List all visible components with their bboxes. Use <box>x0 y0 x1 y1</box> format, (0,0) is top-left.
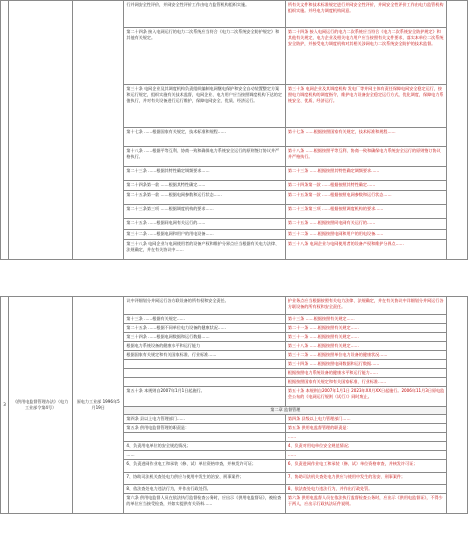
revised-text-cell: 第五条 供用电监督管理的职责是： <box>285 424 446 433</box>
original-text-cell: 第二十五条第一款 ……根据电网参数和运行状态…… <box>124 191 285 205</box>
regulation-name-cell <box>9 1 73 260</box>
top-comparison-table <box>0 0 468 260</box>
original-text-cell: 第二十三条第三项 ……根据调度机构的要求…… <box>124 205 285 219</box>
original-text-cell: 第二十四条第一款 ……根据其特性确定…… <box>124 181 285 191</box>
revised-text-cell: 4、负责对用电单位安全规范情况； <box>285 442 446 451</box>
bottom-comparison-table <box>0 296 468 514</box>
revised-text-cell: 第二十四条第一款 ……根据按照其特性确定…… <box>285 181 446 191</box>
revised-text-cell: 第三十条 电网企业及其调度机构 发电厂等并网主体有责任保障电网安全稳定运行，按照电力调度机构的调度指令，维护电力设备安全稳定运行方式，优化调度，保障电力系统安全、优质、经济运行。 <box>285 85 446 128</box>
original-text-cell: 第三十条 电网企业及其调度机构负责组织编制电网继电保护和安全自动装置整定方案和运行规定，组织实施有关技术监督，电网企业、电力用户应当按照调度机构下达的定值执行，并对有关设备进行运行维护，保障电网安全、优质、经济运行。 <box>124 85 285 128</box>
chapter-title: 第二章 监督管理 <box>124 407 447 415</box>
original-text-cell: 第二十五条 ……根据不同单位电力设备的健康状况…… <box>124 324 285 333</box>
revised-text-cell: …… <box>285 451 446 460</box>
issuing-org-cell: 原电力工业部 1996年5月19日 <box>72 297 123 514</box>
row-number-cell <box>1 1 9 260</box>
original-text-cell: 第二十三条 ……根据其特性确定调频要求…… <box>124 167 285 181</box>
original-text-cell: 第三十八条 电网企业与电网使用者的设备产权和维护分界点应当根据有关电力法律、法规确定，并在有关协议中…… <box>124 240 285 260</box>
revised-text-cell: 8、依法查处电力违法行为，并作出行政处罚。 <box>285 485 446 494</box>
revised-text-cell: 第二十四条 接入电网运行的电力二次系统应当符合《电力二次系统安全防护规定》和其他有关规定，电力企业及相关电力用户应当按照有关文件要求，落实本单位二次系统安全防护，并接受电力调度机构对其相关涉网电力二次系统安全防护的技术监督。 <box>285 28 446 85</box>
original-text-cell: 第六条 供用电监督人员在依法执行监督检查公务时，应出示《供用电监督证》，被检查的单位应当接受检查，并如实提供有关资料…… <box>124 494 285 514</box>
original-text-cell: 8、依法查处电力违法行为，并作出行政处罚。 <box>124 485 285 494</box>
revised-text-cell: 第三十四条 ……根据按照电网数据和运行数据…… <box>285 360 446 369</box>
revised-text-cell: 第五十条 本规则自2007年1月1日 2023年XX月XX日起施行。2006年11月3日原电监会公布的《电网运行规则（试行）》同时废止。 <box>285 387 446 407</box>
original-text-cell: 第二十四条 接入电网运行的电力二次系统应当符合《电力二次系统安全防护规定》和其他有关规定。 <box>124 28 285 85</box>
original-text-cell: …… <box>124 451 285 460</box>
top-table-region <box>0 0 468 260</box>
original-text-cell: 7、协助司法机关查处电力供应与使用中发生的治安、刑事案件； <box>124 473 285 485</box>
original-text-cell: 第十七条 ……根据国家有关规定，技术标准和规程…… <box>124 128 285 147</box>
revised-text-cell: 6、负责进网作业电工和承装（修、试）单位资格审查，并核发许可证； <box>285 460 446 473</box>
revised-text-cell: 第二十五条 ……根据按照同电网有关运行的…… <box>285 219 446 230</box>
revised-text-cell: 第三十二条 ……根据按照电网和用户的用电设备…… <box>285 230 446 240</box>
revised-text-cell: 根据按照电力系统设备的健康水平和运行能力…… <box>285 369 446 378</box>
bottom-table-region <box>0 296 468 514</box>
original-text-cell: 第四条 县以上电力管理部门…… <box>124 415 285 424</box>
issuing-org-cell <box>72 1 123 260</box>
revised-text-cell: 第二十三条 ……根据按照其特性确定调频要求…… <box>285 167 446 181</box>
regulation-name-cell: 《供用电监督管理办法》（电力工业部令第4号） <box>9 297 73 514</box>
revised-text-cell: 第十七条 ……根据按照国家有关规定，技术标准和规程…… <box>285 128 446 147</box>
original-text-cell <box>124 378 285 387</box>
revised-text-cell: 第十三条 ……根据按照有关规定…… <box>285 315 446 324</box>
original-text-cell: 第三十二条 ……根据电网和用户的用电设备…… <box>124 230 285 240</box>
row-number-cell: 3 <box>1 297 9 514</box>
revised-text-cell: 第三十八条 ……根据按照有关规定…… <box>285 342 446 351</box>
original-text-cell: 6、负责进网作业电工和承装（修、试）单位资格审查，并核发许可证； <box>124 460 285 473</box>
note-cell <box>447 1 468 260</box>
revised-text-cell: 第六条 供用电监督人员在依法执行监督检查公务时，应出示《供用电监督证》，不得少于两人，应出示行政执法证件说明。 <box>285 494 446 514</box>
revised-text-cell: …… <box>285 433 446 442</box>
revised-text-cell: 所有关文件和技术标准规定进行并网安全性评价，并网安全性评价工作由电力监管机构组织实施。并经电力调度机构同意。 <box>285 1 446 28</box>
original-text-cell <box>124 433 285 442</box>
original-text-cell: 第十三条 ……根据有关规定…… <box>124 315 285 324</box>
original-text-cell: 行并网安全性评价，并网安全性评价工作由电力监管机构组织实施。 <box>124 1 285 28</box>
revised-text-cell: 第二十五条第一款 ……根据按照电网参数和运行状态…… <box>285 191 446 205</box>
original-text-cell: 第三十四条 ……根据电网数据和运行数据…… <box>124 333 285 342</box>
revised-text-cell: 7、协助司法机关查处电力供应与使用中发生的治安、刑事案件； <box>285 473 446 485</box>
original-text-cell: 根据国家有关规定和有关国家标准、行业标准…… <box>124 351 285 360</box>
table-row <box>1 297 468 315</box>
original-text-cell: 第二十五条 ……根据同电网有关运行的…… <box>124 219 285 230</box>
revised-text-cell: 第三十一条 ……根据按照有关规定…… <box>285 333 446 342</box>
original-text-cell: 第五条 供用电监督管理的职责是： <box>124 424 285 433</box>
original-text-cell: 4、负责用电单位的安全规范情况； <box>124 442 285 451</box>
revised-text-cell: 第十八条 ……根据按照平等互利、协商一致和确保电力系统安全运行的原则签订协议并严格执行。 <box>285 147 446 167</box>
revised-text-cell: 第三十二条 ……根据按照单位电力设备的健康状况…… <box>285 351 446 360</box>
revised-text-cell: 第三十八条 电网企业与电网使用者的设备产权和维护分界点…… <box>285 240 446 260</box>
original-text-cell: 第十八条 ……根据平等互利、协商一致和确保电力系统安全运行的原则签订协议并严格执行。 <box>124 147 285 167</box>
revised-text-cell: 护业务点应当根据按照有关电力法律、法规确定，并在有关协议中详细划分并网运行各方联设备的所有权和安全责任。 <box>285 297 446 315</box>
revised-text-cell: 第二十三条第三项 ……根据按照调度机构的要求…… <box>285 205 446 219</box>
original-text-cell <box>124 369 285 378</box>
revised-text-cell: 第四条 县级以上电力管理部门…… <box>285 415 446 424</box>
original-text-cell: 第五十条 本规则自2007年1月1日起施行。 <box>124 387 285 407</box>
original-text-cell: 议中评细划分并网运行各方联设备的所有权和安全责任。 <box>124 297 285 315</box>
original-text-cell: 根据电力系统设备的健康水平和运行能力 <box>124 342 285 351</box>
revised-text-cell: 根据按照国家有关规定和有关国家标准、行业标准…… <box>285 378 446 387</box>
note-cell <box>447 297 468 514</box>
revised-text-cell: 第二十一条 ……根据按照有关规定…… <box>285 324 446 333</box>
table-row <box>1 1 468 28</box>
original-text-cell <box>124 360 285 369</box>
